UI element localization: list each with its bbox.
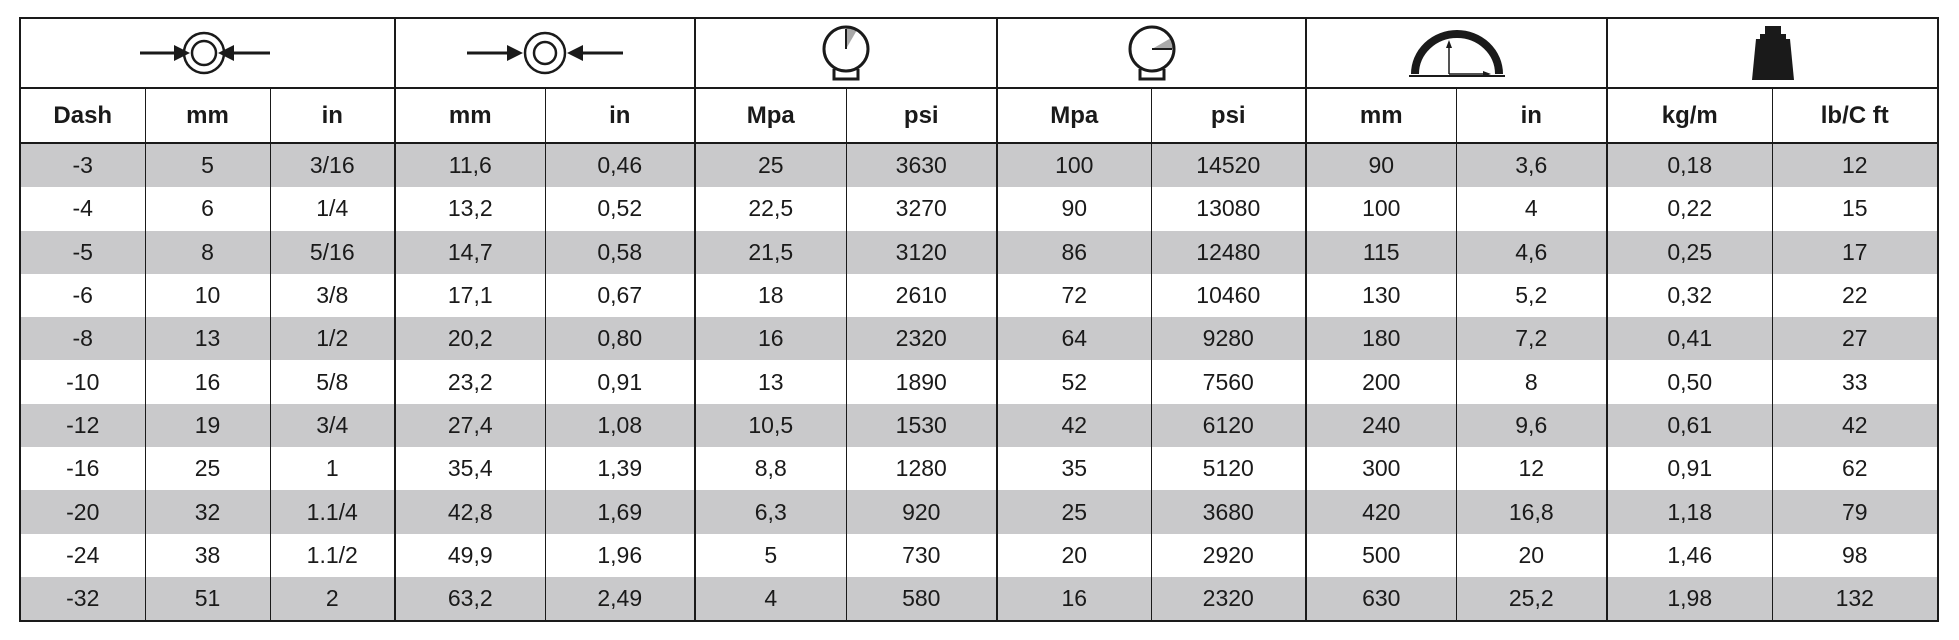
table-cell: 3/8 — [270, 274, 395, 317]
header-bend-in: in — [1456, 88, 1607, 143]
table-cell: 15 — [1772, 187, 1938, 230]
table-cell: 23,2 — [395, 360, 545, 403]
table-cell: 12 — [1772, 143, 1938, 187]
table-cell: 132 — [1772, 577, 1938, 621]
table-cell: 200 — [1306, 360, 1456, 403]
table-cell: 0,50 — [1607, 360, 1772, 403]
table-cell: 580 — [846, 577, 997, 621]
table-cell: 9280 — [1151, 317, 1306, 360]
table-row — [20, 274, 1938, 317]
table-cell: 240 — [1306, 404, 1456, 447]
table-cell: 0,80 — [545, 317, 695, 360]
hose-outer-diameter-icon — [138, 28, 278, 78]
table-cell: 22,5 — [695, 187, 846, 230]
icon-cell-5 — [1306, 18, 1607, 88]
working-pressure-gauge-icon — [816, 23, 876, 83]
table-cell: 21,5 — [695, 231, 846, 274]
table-cell: 14,7 — [395, 231, 545, 274]
table-cell: 0,58 — [545, 231, 695, 274]
table-cell: 18 — [695, 274, 846, 317]
table-cell: 1280 — [846, 447, 997, 490]
table-cell: 42 — [1772, 404, 1938, 447]
table-cell: 42 — [997, 404, 1151, 447]
table-cell: 0,41 — [1607, 317, 1772, 360]
table-cell: 25 — [997, 490, 1151, 533]
table-row — [20, 490, 1938, 533]
table-cell: 9,6 — [1456, 404, 1607, 447]
table-cell: -4 — [20, 187, 145, 230]
table-cell: 1,08 — [545, 404, 695, 447]
icon-cell-4 — [997, 18, 1306, 88]
table-cell: 1.1/2 — [270, 534, 395, 577]
header-od-mm: mm — [395, 88, 545, 143]
table-cell: 72 — [997, 274, 1151, 317]
table-cell: 1,96 — [545, 534, 695, 577]
table-cell: 17 — [1772, 231, 1938, 274]
table-cell: 79 — [1772, 490, 1938, 533]
table-cell: 16 — [997, 577, 1151, 621]
table-cell: 25,2 — [1456, 577, 1607, 621]
table-row — [20, 143, 1938, 187]
table-cell: 1/4 — [270, 187, 395, 230]
table-cell: 4 — [1456, 187, 1607, 230]
table-cell: 1 — [270, 447, 395, 490]
table-cell: 100 — [1306, 187, 1456, 230]
table-cell: 90 — [997, 187, 1151, 230]
table-cell: 6 — [145, 187, 270, 230]
icon-cell-6 — [1607, 18, 1938, 88]
table-cell: 10,5 — [695, 404, 846, 447]
table-cell: 2,49 — [545, 577, 695, 621]
table-cell: 51 — [145, 577, 270, 621]
table-cell: 2320 — [846, 317, 997, 360]
table-cell: 1,69 — [545, 490, 695, 533]
table-cell: 100 — [997, 143, 1151, 187]
table-cell: 3270 — [846, 187, 997, 230]
table-row — [20, 534, 1938, 577]
table-cell: 27 — [1772, 317, 1938, 360]
table-cell: 35 — [997, 447, 1151, 490]
table-cell: 63,2 — [395, 577, 545, 621]
table-cell: -24 — [20, 534, 145, 577]
table-cell: 38 — [145, 534, 270, 577]
table-cell: 3630 — [846, 143, 997, 187]
table-cell: 5/8 — [270, 360, 395, 403]
table-cell: 630 — [1306, 577, 1456, 621]
table-cell: 730 — [846, 534, 997, 577]
table-cell: 32 — [145, 490, 270, 533]
table-cell: 7560 — [1151, 360, 1306, 403]
table-cell: 7,2 — [1456, 317, 1607, 360]
table-cell: 12 — [1456, 447, 1607, 490]
table-cell: 1530 — [846, 404, 997, 447]
table-cell: 0,67 — [545, 274, 695, 317]
hose-inner-diameter-icon — [465, 28, 625, 78]
table-cell: 13080 — [1151, 187, 1306, 230]
table-row — [20, 360, 1938, 403]
table-cell: 6120 — [1151, 404, 1306, 447]
table-cell: 10460 — [1151, 274, 1306, 317]
icon-cell-1 — [20, 18, 395, 88]
table-cell: 1,46 — [1607, 534, 1772, 577]
table-row — [20, 317, 1938, 360]
table-cell: 3/16 — [270, 143, 395, 187]
table-cell: 0,46 — [545, 143, 695, 187]
table-cell: 0,25 — [1607, 231, 1772, 274]
table-cell: 1,98 — [1607, 577, 1772, 621]
header-working-mpa: Mpa — [695, 88, 846, 143]
table-cell: 42,8 — [395, 490, 545, 533]
table-cell: 180 — [1306, 317, 1456, 360]
table-cell: 1,39 — [545, 447, 695, 490]
table-cell: 16,8 — [1456, 490, 1607, 533]
table-cell: 86 — [997, 231, 1151, 274]
table-cell: 27,4 — [395, 404, 545, 447]
table-cell: 90 — [1306, 143, 1456, 187]
table-row — [20, 404, 1938, 447]
table-cell: 2 — [270, 577, 395, 621]
table-cell: 14520 — [1151, 143, 1306, 187]
table-cell: 16 — [695, 317, 846, 360]
table-cell: 2320 — [1151, 577, 1306, 621]
table-cell: 2610 — [846, 274, 997, 317]
icon-cell-2 — [395, 18, 695, 88]
table-cell: 13,2 — [395, 187, 545, 230]
header-burst-psi: psi — [1151, 88, 1306, 143]
table-cell: 98 — [1772, 534, 1938, 577]
table-cell: 1.1/4 — [270, 490, 395, 533]
table-cell: 13 — [145, 317, 270, 360]
table-cell: 4 — [695, 577, 846, 621]
table-cell: 64 — [997, 317, 1151, 360]
header-burst-mpa: Mpa — [997, 88, 1151, 143]
table-body — [20, 143, 1938, 621]
table-cell: 115 — [1306, 231, 1456, 274]
table-cell: 130 — [1306, 274, 1456, 317]
table-cell: 3/4 — [270, 404, 395, 447]
weight-icon — [1748, 24, 1798, 82]
header-working-psi: psi — [846, 88, 997, 143]
table-cell: 4,6 — [1456, 231, 1607, 274]
table-cell: 22 — [1772, 274, 1938, 317]
table-cell: 5/16 — [270, 231, 395, 274]
table-cell: 0,32 — [1607, 274, 1772, 317]
table-cell: -12 — [20, 404, 145, 447]
table-cell: 13 — [695, 360, 846, 403]
table-cell: 8 — [145, 231, 270, 274]
table-cell: 25 — [145, 447, 270, 490]
table-cell: 1,18 — [1607, 490, 1772, 533]
table-cell: 5,2 — [1456, 274, 1607, 317]
table-cell: 16 — [145, 360, 270, 403]
table-cell: 8,8 — [695, 447, 846, 490]
header-hose-id-mm: mm — [145, 88, 270, 143]
table-cell: 17,1 — [395, 274, 545, 317]
bend-radius-icon — [1407, 26, 1507, 80]
table-row — [20, 447, 1938, 490]
table-row — [20, 231, 1938, 274]
table-cell: 20 — [997, 534, 1151, 577]
burst-pressure-gauge-icon — [1122, 23, 1182, 83]
table-cell: -6 — [20, 274, 145, 317]
table-cell: -5 — [20, 231, 145, 274]
table-cell: 5 — [145, 143, 270, 187]
table-cell: 49,9 — [395, 534, 545, 577]
table-cell: 0,91 — [545, 360, 695, 403]
table-cell: 5120 — [1151, 447, 1306, 490]
table-cell: -32 — [20, 577, 145, 621]
table-cell: 1890 — [846, 360, 997, 403]
header-od-in: in — [545, 88, 695, 143]
table-cell: -10 — [20, 360, 145, 403]
table-cell: 19 — [145, 404, 270, 447]
table-cell: 3120 — [846, 231, 997, 274]
header-weight-kgm: kg/m — [1607, 88, 1772, 143]
table-cell: -20 — [20, 490, 145, 533]
table-cell: 12480 — [1151, 231, 1306, 274]
table-cell: 11,6 — [395, 143, 545, 187]
table-cell: 0,22 — [1607, 187, 1772, 230]
table-cell: 1/2 — [270, 317, 395, 360]
table-cell: 5 — [695, 534, 846, 577]
table-cell: 35,4 — [395, 447, 545, 490]
header-hose-id-in: in — [270, 88, 395, 143]
table-row — [20, 577, 1938, 621]
icon-header-row — [20, 18, 1938, 88]
table-cell: 10 — [145, 274, 270, 317]
table-cell: 500 — [1306, 534, 1456, 577]
table-cell: -3 — [20, 143, 145, 187]
table-cell: 25 — [695, 143, 846, 187]
table-cell: 3,6 — [1456, 143, 1607, 187]
table-cell: 6,3 — [695, 490, 846, 533]
header-dash: Dash — [20, 88, 145, 143]
table-cell: 20 — [1456, 534, 1607, 577]
table-row — [20, 187, 1938, 230]
table-cell: 3680 — [1151, 490, 1306, 533]
table-cell: 920 — [846, 490, 997, 533]
table-cell: 20,2 — [395, 317, 545, 360]
table-cell: 0,52 — [545, 187, 695, 230]
header-weight-lbcft: lb/C ft — [1772, 88, 1938, 143]
table-cell: 300 — [1306, 447, 1456, 490]
table-cell: -8 — [20, 317, 145, 360]
table-cell: 420 — [1306, 490, 1456, 533]
icon-cell-3 — [695, 18, 997, 88]
column-header-row — [20, 88, 1938, 143]
header-bend-mm: mm — [1306, 88, 1456, 143]
table-cell: 33 — [1772, 360, 1938, 403]
table-cell: 0,18 — [1607, 143, 1772, 187]
table-cell: 52 — [997, 360, 1151, 403]
table-cell: 2920 — [1151, 534, 1306, 577]
table-cell: 62 — [1772, 447, 1938, 490]
table-cell: 0,61 — [1607, 404, 1772, 447]
table-cell: -16 — [20, 447, 145, 490]
table-cell: 8 — [1456, 360, 1607, 403]
table-cell: 0,91 — [1607, 447, 1772, 490]
hose-spec-table — [19, 17, 1939, 622]
